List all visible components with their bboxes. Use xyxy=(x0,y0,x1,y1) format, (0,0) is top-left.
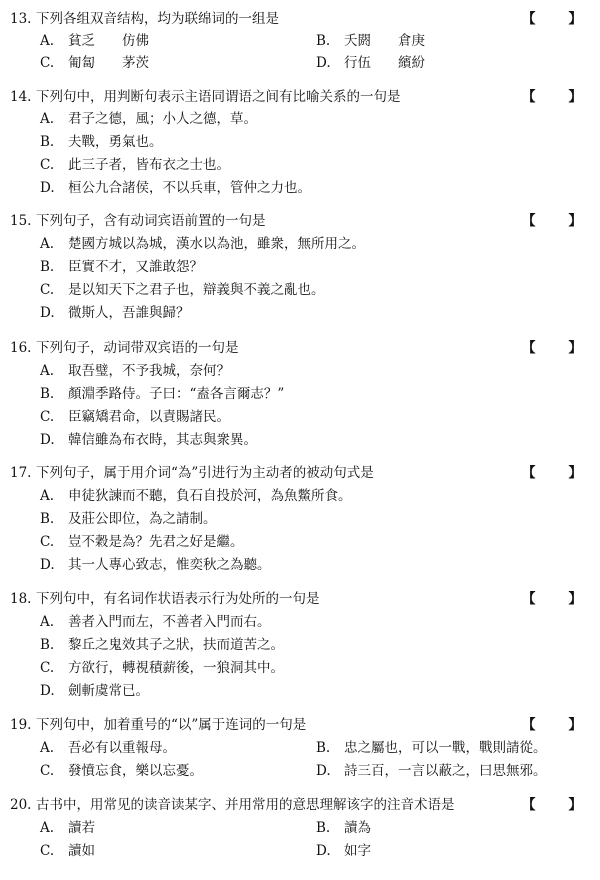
bracket-close: 】 xyxy=(568,340,582,356)
option-d[interactable] xyxy=(40,554,271,576)
question-17-stem xyxy=(10,462,590,484)
option-text: 取吾璧，不予我城，奈何？ xyxy=(68,363,230,379)
question-19-stem xyxy=(10,714,590,736)
option-letter: C. xyxy=(40,282,55,298)
question-number: 13. xyxy=(10,11,32,27)
option-c[interactable] xyxy=(40,154,230,176)
option-c[interactable] xyxy=(40,760,203,782)
option-c[interactable] xyxy=(40,52,149,74)
option-text: 微斯人，吾誰與歸？ xyxy=(68,305,190,321)
bracket-close: 】 xyxy=(568,213,582,229)
option-letter: A. xyxy=(40,236,55,252)
question-text: 下列各组双音结构，均为联绵词的一组是 xyxy=(36,11,279,27)
option-d[interactable] xyxy=(316,840,371,862)
bracket-open: 【 xyxy=(522,213,536,229)
option-letter: B. xyxy=(316,820,331,836)
option-letter: B. xyxy=(316,740,331,756)
option-a[interactable] xyxy=(40,233,365,255)
option-text: 行伍 繽紛 xyxy=(344,55,425,71)
bracket-open: 【 xyxy=(522,340,536,356)
option-text: 楚國方城以為城，漢水以為池，雖衆，無所用之。 xyxy=(68,236,365,252)
option-text: 及莊公即位，為之請制。 xyxy=(68,511,217,527)
option-letter: A. xyxy=(40,820,55,836)
option-a[interactable] xyxy=(40,737,176,759)
question-18-stem xyxy=(10,588,590,610)
option-letter: B. xyxy=(40,134,55,150)
answer-bracket[interactable] xyxy=(522,794,582,816)
option-d[interactable] xyxy=(316,52,425,74)
option-d[interactable] xyxy=(40,302,190,324)
option-letter: D. xyxy=(40,432,55,448)
option-letter: B. xyxy=(316,33,331,49)
question-number: 15. xyxy=(10,213,32,229)
option-text: 詩三百，一言以蔽之，曰思無邪。 xyxy=(344,763,547,779)
option-text: 此三子者，皆布衣之士也。 xyxy=(68,157,230,173)
option-text: 夫戰，勇氣也。 xyxy=(68,134,163,150)
option-letter: A. xyxy=(40,111,55,127)
answer-bracket[interactable] xyxy=(522,462,582,484)
option-letter: C. xyxy=(40,157,55,173)
option-text: 申徒狄諫而不聽，負石自投於河，為魚鱉所食。 xyxy=(68,488,352,504)
option-letter: D. xyxy=(316,843,331,859)
option-letter: B. xyxy=(40,259,55,275)
question-number: 20. xyxy=(10,797,32,813)
option-b[interactable] xyxy=(40,508,217,530)
option-a[interactable] xyxy=(40,611,271,633)
option-text: 讀如 xyxy=(68,843,95,859)
answer-bracket[interactable] xyxy=(522,210,582,232)
question-text: 下列句子，属于用介词“為”引进行为主动者的被动句式是 xyxy=(36,465,374,481)
option-b[interactable] xyxy=(316,30,425,52)
option-letter: A. xyxy=(40,740,55,756)
question-14-stem xyxy=(10,86,590,108)
option-text: 豈不穀是為？先君之好是繼。 xyxy=(68,534,244,550)
bracket-close: 】 xyxy=(568,11,582,27)
answer-bracket[interactable] xyxy=(522,588,582,610)
bracket-close: 】 xyxy=(568,591,582,607)
option-d[interactable] xyxy=(40,680,149,702)
question-text: 古书中，用常见的读音读某字、并用常用的意思理解该字的注音术语是 xyxy=(36,797,455,813)
option-letter: A. xyxy=(40,614,55,630)
bracket-open: 【 xyxy=(522,591,536,607)
option-a[interactable] xyxy=(40,817,95,839)
question-text: 下列句中，加着重号的“以”属于连词的一句是 xyxy=(36,717,307,733)
option-text: 匍匐 茅茨 xyxy=(68,55,149,71)
option-text: 方欲行，轉視積薪後，一狼洞其中。 xyxy=(68,660,284,676)
option-a[interactable] xyxy=(40,360,230,382)
question-number: 19. xyxy=(10,717,32,733)
option-letter: C. xyxy=(40,763,55,779)
bracket-open: 【 xyxy=(522,717,536,733)
option-text: 讀為 xyxy=(344,820,371,836)
option-d[interactable] xyxy=(40,177,311,199)
question-15-stem xyxy=(10,210,590,232)
question-number: 18. xyxy=(10,591,32,607)
option-d[interactable] xyxy=(316,760,547,782)
option-letter: D. xyxy=(316,55,331,71)
option-letter: D. xyxy=(40,683,55,699)
option-c[interactable] xyxy=(40,840,95,862)
option-text: 其一人專心致志，惟奕秋之為聽。 xyxy=(68,557,271,573)
option-text: 韓信雖為布衣時，其志與衆異。 xyxy=(68,432,257,448)
option-letter: D. xyxy=(316,763,331,779)
option-c[interactable] xyxy=(40,279,325,301)
option-b[interactable] xyxy=(316,817,371,839)
option-letter: D. xyxy=(40,180,55,196)
option-letter: B. xyxy=(40,511,55,527)
question-number: 14. xyxy=(10,89,32,105)
option-text: 臣竊矯君命，以責賜諸民。 xyxy=(68,409,230,425)
option-letter: B. xyxy=(40,637,55,653)
option-c[interactable] xyxy=(40,406,230,428)
question-13-stem xyxy=(10,8,590,30)
answer-bracket[interactable] xyxy=(522,714,582,736)
question-text: 下列句子，含有动词宾语前置的一句是 xyxy=(36,213,266,229)
option-text: 桓公九合諸侯，不以兵車，管仲之力也。 xyxy=(68,180,311,196)
bracket-close: 】 xyxy=(568,717,582,733)
option-text: 吾必有以重報母。 xyxy=(68,740,176,756)
option-letter: D. xyxy=(40,557,55,573)
option-b[interactable] xyxy=(40,256,203,278)
option-letter: C. xyxy=(40,55,55,71)
option-b[interactable] xyxy=(40,634,284,656)
option-letter: C. xyxy=(40,660,55,676)
option-text: 讀若 xyxy=(68,820,95,836)
option-d[interactable] xyxy=(40,429,257,451)
bracket-open: 【 xyxy=(522,89,536,105)
option-text: 是以知天下之君子也，辯義與不義之亂也。 xyxy=(68,282,325,298)
answer-bracket[interactable] xyxy=(522,86,582,108)
option-text: 善者入門而左，不善者入門而右。 xyxy=(68,614,271,630)
option-text: 如字 xyxy=(344,843,371,859)
option-text: 臣實不才，又誰敢怨？ xyxy=(68,259,203,275)
option-letter: C. xyxy=(40,409,55,425)
bracket-close: 】 xyxy=(568,89,582,105)
option-letter: C. xyxy=(40,843,55,859)
bracket-open: 【 xyxy=(522,797,536,813)
answer-bracket[interactable] xyxy=(522,337,582,359)
option-b[interactable] xyxy=(40,383,284,405)
option-text: 顏淵季路侍。子曰：“盍各言爾志？” xyxy=(68,386,285,402)
option-letter: A. xyxy=(40,363,55,379)
answer-bracket[interactable] xyxy=(522,8,582,30)
bracket-close: 】 xyxy=(568,797,582,813)
option-letter: A. xyxy=(40,33,55,49)
option-a[interactable] xyxy=(40,30,149,52)
question-16-stem xyxy=(10,337,590,359)
question-number: 16. xyxy=(10,340,32,356)
option-text: 夭閼 倉庚 xyxy=(344,33,425,49)
bracket-open: 【 xyxy=(522,11,536,27)
option-text: 忠之屬也，可以一戰，戰則請從。 xyxy=(344,740,547,756)
option-text: 君子之德，風；小人之德，草。 xyxy=(68,111,257,127)
question-20-stem xyxy=(10,794,590,816)
bracket-open: 【 xyxy=(522,465,536,481)
question-text: 下列句中，有名词作状语表示行为处所的一句是 xyxy=(36,591,320,607)
option-text: 黎丘之鬼效其子之狀，扶而道苦之。 xyxy=(68,637,284,653)
option-letter: B. xyxy=(40,386,55,402)
option-b[interactable] xyxy=(316,737,547,759)
question-text: 下列句中，用判断句表示主语同谓语之间有比喻关系的一句是 xyxy=(36,89,401,105)
option-letter: A. xyxy=(40,488,55,504)
option-a[interactable] xyxy=(40,108,257,130)
option-a[interactable] xyxy=(40,485,352,507)
option-text: 貧乏 仿佛 xyxy=(68,33,149,49)
option-text: 劍斬虞常已。 xyxy=(68,683,149,699)
option-letter: C. xyxy=(40,534,55,550)
question-text: 下列句子，动词带双宾语的一句是 xyxy=(36,340,239,356)
bracket-close: 】 xyxy=(568,465,582,481)
option-letter: D. xyxy=(40,305,55,321)
option-c[interactable] xyxy=(40,657,284,679)
question-number: 17. xyxy=(10,465,32,481)
option-b[interactable] xyxy=(40,131,163,153)
option-text: 發憤忘食，樂以忘憂。 xyxy=(68,763,203,779)
option-c[interactable] xyxy=(40,531,244,553)
